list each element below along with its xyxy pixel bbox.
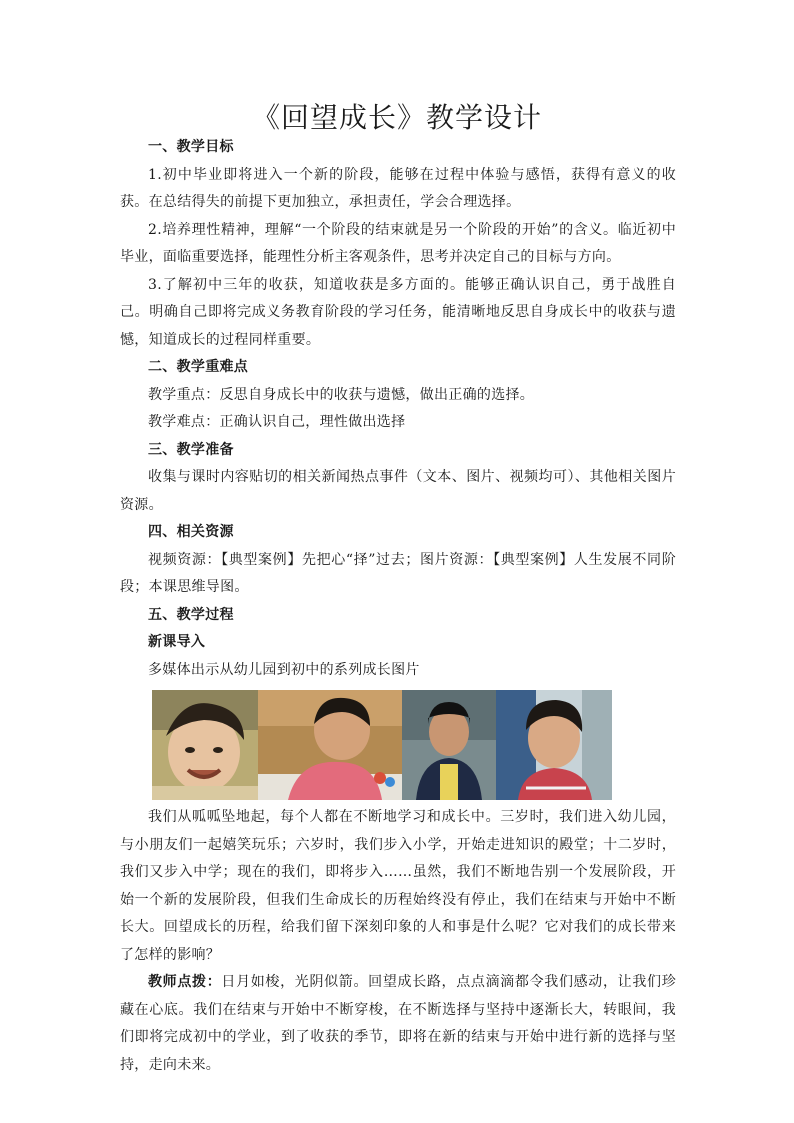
document-title: 《回望成长》教学设计 (251, 101, 542, 134)
resources-text: 视频资源：【典型案例】先把心“择”过去；图片资源：【典型案例】人生发展不同阶段；本课思维导图。 (120, 551, 676, 595)
goal-item-2: 2.培养理性精神，理解“一个阶段的结束就是另一个阶段的开始”的含义。临近初中毕业，面临重要选择，能理性分析主客观条件，思考并决定自己的目标与方向。 (120, 221, 676, 265)
teaching-focus: 教学重点：反思自身成长中的收获与遗憾，做出正确的选择。 (148, 386, 535, 403)
section-heading-goals: 一、教学目标 (148, 139, 234, 155)
subheading-intro: 新课导入 (148, 634, 206, 650)
teaching-difficulty: 教学难点：正确认识自己，理性做出选择 (148, 414, 406, 430)
growth-photo-strip (152, 690, 612, 800)
middle-school-photo (402, 690, 496, 800)
preparation-text: 收集与课时内容贴切的相关新闻热点事件（文本、图片、视频均可）、其他相关图片资源。 (120, 469, 676, 513)
section-heading-process: 五、教学过程 (148, 606, 234, 623)
primary-school-photo (258, 690, 402, 800)
section-heading-preparation: 三、教学准备 (148, 441, 234, 458)
teacher-guidance (120, 969, 676, 1079)
document-body (120, 134, 676, 1079)
goal-item-1: 1.初中毕业即将进入一个新的阶段，能够在过程中体验与感悟，获得有意义的收获。在总结得失的前提下更加独立，承担责任，学会合理选择。 (120, 166, 676, 210)
teacher-guidance-label: 教师点拨： (148, 974, 222, 990)
teenager-photo (496, 690, 612, 800)
process-intro: 多媒体出示从幼儿园到初中的系列成长图片 (148, 661, 420, 678)
teacher-guidance-text: 日月如梭，光阴似箭。回望成长路，点点滴滴都令我们感动，让我们珍藏在心底。我们在结束与开始中不断穿梭，在不断选择与坚持中逐渐长大，转眼间，我们即将完成初中的学业，到了收获的季节，即将在新的结束与开始中进行新的选择与坚持，走向未来。 (120, 974, 676, 1073)
goal-item-3: 3.了解初中三年的收获，知道收获是多方面的。能够正确认识自己，勇于战胜自己。明确自己即将完成义务教育阶段的学习任务，能清晰地反思自身成长中的收获与遗憾，知道成长的过程同样重要。 (120, 276, 676, 348)
toddler-photo (152, 690, 258, 800)
section-heading-key-points: 二、教学重难点 (148, 359, 249, 375)
process-paragraph: 我们从呱呱坠地起，每个人都在不断地学习和成长中。三岁时，我们进入幼儿园，与小朋友们一起嬉笑玩乐；六岁时，我们步入小学，开始走进知识的殿堂；十二岁时，我们又步入中学；现在的我们，即将步入……虽然，我们不断地告别一个发展阶段，开始一个新的发展阶段，但我们生命成长的历程始终没有停止，我们在结束与开始中不断长大。回望成长的历程，给我们留下深刻印象的人和事是什么呢？它对我们的成长带来了怎样的影响？ (120, 809, 676, 963)
section-heading-resources: 四、相关资源 (148, 524, 234, 540)
